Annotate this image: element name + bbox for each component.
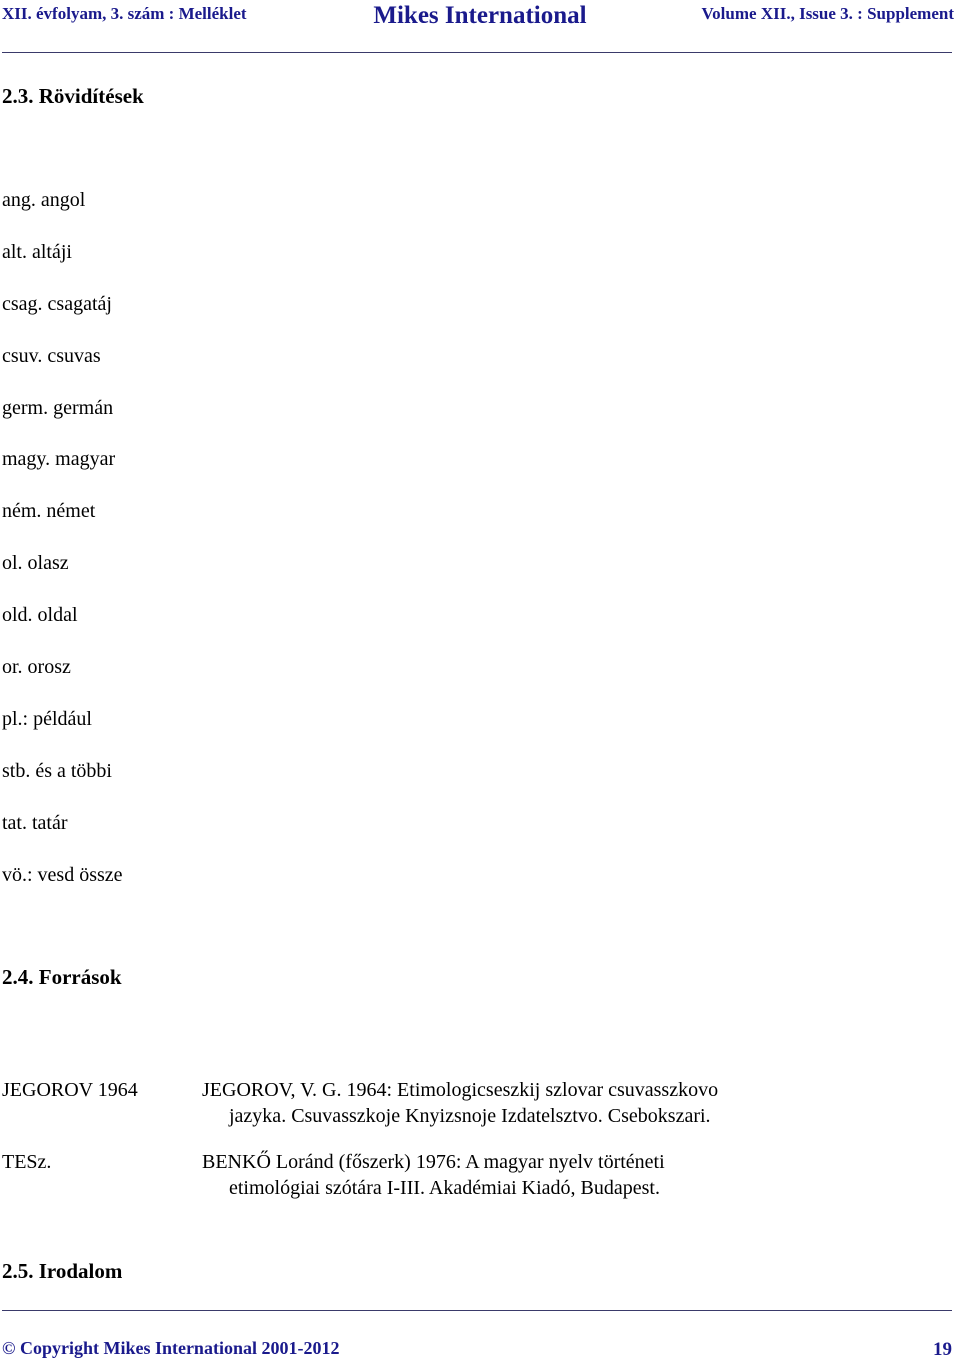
list-item: or. orosz	[2, 656, 71, 679]
list-item: old. oldal	[2, 604, 78, 627]
source-citation	[202, 1077, 802, 1129]
source-entry	[2, 1077, 952, 1149]
list-item: magy. magyar	[2, 448, 116, 471]
list-item: germ. germán	[2, 396, 114, 419]
running-header	[0, 0, 960, 40]
abbreviations-heading: 2.3. Rövidítések	[2, 84, 144, 108]
header-volume-hungarian: XII. évfolyam, 3. szám : Melléklet	[2, 4, 247, 23]
header-journal-title: Mikes International	[373, 2, 587, 29]
footer-divider	[2, 1310, 952, 1311]
list-item: ang. angol	[2, 189, 86, 211]
list-item: alt. altáji	[2, 240, 72, 263]
page-number: 19	[933, 1339, 952, 1360]
list-item: csuv. csuvas	[2, 344, 101, 367]
citation-line: jazyka. Csuvasszkoje Knyizsnoje Izdatelsztvo. Csebokszari.	[229, 1105, 711, 1127]
citation-line: etimológiai szótára I-III. Akadémiai Kiadó, Budapest.	[229, 1177, 660, 1199]
list-item: csag. csagatáj	[2, 292, 112, 315]
sources-list	[2, 1077, 952, 1221]
citation-line: BENKŐ Loránd (főszerk) 1976: A magyar nyelv történeti	[202, 1151, 665, 1173]
literature-heading: 2.5. Irodalom	[2, 1259, 123, 1283]
header-volume-english: Volume XII., Issue 3. : Supplement	[701, 4, 954, 23]
copyright-notice: © Copyright Mikes International 2001-2012	[2, 1338, 340, 1358]
list-item: tat. tatár	[2, 811, 68, 834]
source-key: TESz.	[2, 1151, 52, 1173]
list-item: pl.: például	[2, 707, 92, 730]
citation-line: JEGOROV, V. G. 1964: Etimologicseszkij szlovar csuvasszkovo	[202, 1079, 719, 1101]
list-item: ol. olasz	[2, 552, 69, 575]
sources-heading: 2.4. Források	[2, 965, 122, 989]
list-item: ném. német	[2, 500, 96, 523]
list-item: stb. és a többi	[2, 759, 112, 782]
source-key: JEGOROV 1964	[2, 1079, 138, 1101]
source-citation	[202, 1149, 802, 1201]
abbreviations-list	[2, 186, 123, 912]
list-item: vö.: vesd össze	[2, 863, 123, 886]
source-entry	[2, 1149, 952, 1221]
header-divider	[2, 52, 952, 53]
